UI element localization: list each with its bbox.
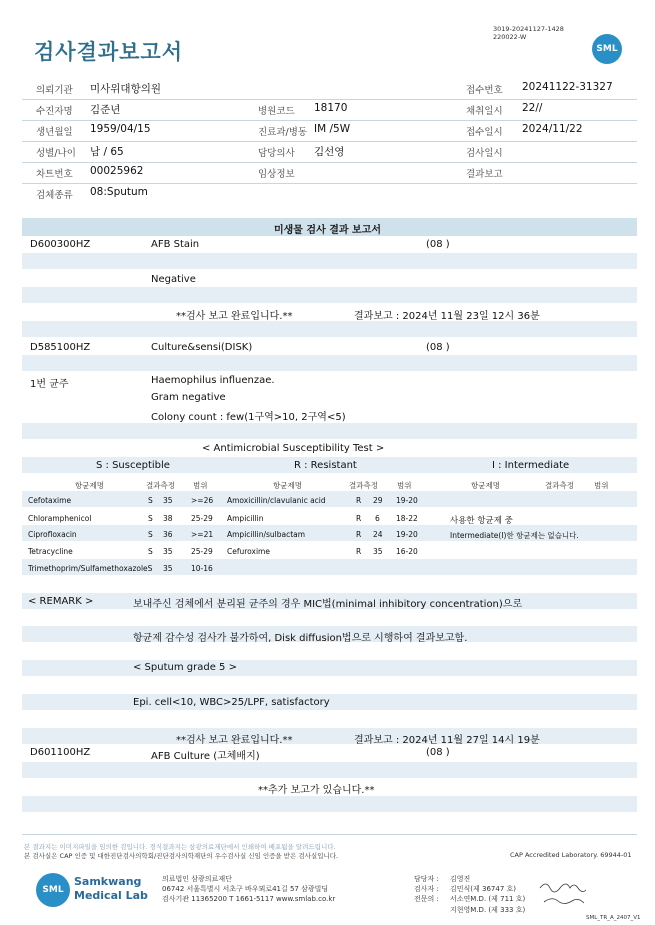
chart-label: 차트번호 (36, 169, 73, 180)
remark-line-4: Epi. cell<10, WBC>25/LPF, satisfactory (133, 697, 330, 708)
tester-value: 김민식(제 36747 호) (450, 885, 516, 893)
footer-contact: 검사기관 11365200 T 1661-5117 www.smlab.co.kr (162, 895, 336, 903)
ast-left-drug: Trimethoprim/SulfamethoxazoleS (28, 564, 153, 573)
patient-value: 김준년 (90, 104, 121, 116)
row-band (22, 253, 637, 269)
ast-mid-range: 16-20 (396, 547, 418, 556)
specimen-value: 08:Sputum (90, 186, 148, 198)
report-done-1-msg: **검사 보고 완료입니다.** (176, 311, 293, 322)
ast-left-val: 36 (163, 530, 173, 539)
lab-name-2: Medical Lab (74, 889, 148, 902)
afb-stain-name: AFB Stain (151, 239, 200, 250)
signatures (536, 878, 606, 912)
ast-mid-range: 19-20 (396, 530, 418, 539)
ast-left-range: 10-16 (191, 564, 213, 573)
ast-mid-drug: Cefuroxime (227, 547, 270, 556)
specialist-1: 서소연M.D. (제 711 호) (450, 895, 526, 903)
dept-label: 진료과/병동 (258, 127, 308, 138)
col-result-left: 결과측정 (146, 481, 175, 490)
afb-stain-result: Negative (151, 274, 196, 285)
ast-left-val: 35 (163, 547, 173, 556)
receipt-date-value: 2024/11/22 (522, 123, 583, 135)
receipt-no-label: 접수번호 (466, 85, 503, 96)
remark-line-3: < Sputum grade 5 > (133, 662, 237, 673)
ast-left-range: 25-29 (191, 514, 213, 523)
ast-mid-range: 18-22 (396, 514, 418, 523)
ast-left-range: >=26 (191, 496, 214, 505)
doctor-value: 김선영 (314, 146, 345, 158)
ast-left-drug: Chloramphenicol (28, 514, 92, 523)
col-drug-mid: 항균제명 (273, 481, 302, 490)
report-done-2-msg: **검사 보고 완료입니다.** (176, 735, 293, 746)
row-band (22, 355, 637, 371)
ast-title: < Antimicrobial Susceptibility Test > (202, 443, 385, 454)
culture-name: Culture&sensi(DISK) (151, 342, 253, 353)
row-band (22, 321, 637, 337)
remark-line-1: 보내주신 검체에서 분리된 균주의 경우 MIC법(minimal inhibitory concentration)으로 (133, 599, 523, 610)
ast-mid-val: 6 (375, 514, 380, 523)
legend-intermediate: I : Intermediate (492, 460, 570, 471)
colony-count: Colony count : few(1구역>10, 2구역<5) (151, 412, 346, 423)
ast-left-sir: S (148, 547, 153, 556)
ast-mid-sir: R (356, 547, 362, 556)
ast-mid-drug: Ampicillin/sulbactam (227, 530, 306, 539)
ast-left-drug: Tetracycline (28, 547, 73, 556)
organism-name: Haemophilus influenzae. (151, 375, 275, 386)
organism-number: 1번 균주 (30, 379, 69, 390)
document-number-line-2: 220022-W (493, 33, 527, 41)
hosp-code-label: 병원코드 (258, 106, 295, 117)
section-title: 미생물 검사 결과 보고서 (273, 225, 382, 236)
col-range-mid: 범위 (397, 481, 412, 490)
report-label: 결과보고 (466, 169, 503, 180)
sex-age-value: 남 / 65 (90, 146, 124, 158)
test-date-label: 검사일시 (466, 148, 503, 159)
remark-label: < REMARK > (28, 596, 94, 607)
row-band (22, 762, 637, 778)
tester-label: 검사자 : (414, 885, 439, 893)
afb-stain-spec: (08 ) (426, 239, 450, 250)
report-done-2-time: 결과보고 : 2024년 11월 27일 14시 19분 (354, 735, 540, 746)
ast-left-drug: Cefotaxime (28, 496, 72, 505)
ast-mid-sir: R (356, 496, 362, 505)
culture-spec: (08 ) (426, 342, 450, 353)
gram-stain: Gram negative (151, 392, 226, 403)
col-drug-right: 항균제명 (471, 481, 500, 490)
doctor-label: 담당의사 (258, 148, 295, 159)
col-range-left: 범위 (193, 481, 208, 490)
collect-label: 채취일시 (466, 106, 503, 117)
footer-notice-1: 본 결과지는 이미지파일을 임의한 검입니다. 경식결과지는 삼광의료재단에서 인쇄하여 배포됨을 알려드립니다. (24, 843, 336, 851)
legend-resistant: R : Resistant (294, 460, 357, 471)
receipt-date-label: 접수일시 (466, 127, 503, 138)
ast-left-sir: S (148, 530, 153, 539)
dob-label: 생년월일 (36, 127, 73, 138)
afb-stain-code: D600300HZ (30, 239, 91, 250)
ast-left-drug: Ciprofloxacin (28, 530, 77, 539)
row-band (22, 660, 637, 676)
ast-note-1: 사용한 항균제 중 (450, 516, 513, 526)
dob-value: 1959/04/15 (90, 123, 151, 135)
row-band (22, 491, 637, 507)
header-row-6 (22, 183, 637, 204)
row-band (22, 423, 637, 439)
lab-name-1: Samkwang (74, 875, 142, 888)
row-band (22, 796, 637, 812)
report-done-1-time: 결과보고 : 2024년 11월 23일 12시 36분 (354, 311, 540, 322)
ast-mid-drug: Amoxicillin/clavulanic acid (227, 496, 326, 505)
chart-value: 00025962 (90, 165, 144, 177)
ast-left-val: 35 (163, 564, 173, 573)
ast-left-range: 25-29 (191, 547, 213, 556)
hosp-code-value: 18170 (314, 102, 348, 114)
ast-mid-drug: Ampicillin (227, 514, 264, 523)
col-drug-left: 항균제명 (75, 481, 104, 490)
patient-label: 수진자명 (36, 106, 73, 117)
header-row-3 (22, 120, 637, 142)
dept-value: IM /5W (314, 123, 351, 135)
specialist-2: 지현영M.D. (제 333 호) (450, 906, 526, 914)
ast-mid-range: 19-20 (396, 496, 418, 505)
sml-logo: SML (592, 34, 622, 64)
ast-left-sir: S (148, 496, 153, 505)
ast-mid-val: 29 (373, 496, 383, 505)
sex-age-label: 성별/나이 (36, 148, 76, 159)
institution-label: 의뢰기관 (36, 85, 73, 96)
header-row-4 (22, 141, 637, 163)
footer-org: 의료법인 삼광의료재단 (162, 875, 232, 883)
afb-culture-spec: (08 ) (426, 747, 450, 758)
form-code: SML_TR_A_2407_V1 (586, 915, 641, 921)
specialist-label: 전문의 : (414, 895, 439, 903)
collect-value: 22// (522, 102, 543, 114)
document-number (493, 25, 564, 41)
afb-culture-code: D601100HZ (30, 747, 91, 758)
remark-line-2: 항균제 감수성 검사가 불가하여, Disk diffusion법으로 시행하여 결과보고함. (133, 633, 468, 644)
institution-value: 미사위대항의원 (90, 83, 162, 95)
staff-value: 김영진 (450, 875, 471, 883)
specimen-label: 검체종류 (36, 190, 73, 201)
footer-address: 06742 서울특별시 서초구 바우뫼로41길 57 삼광빌딩 (162, 885, 329, 893)
ast-note-2: Intermediate(I)한 항균제는 없습니다. (450, 531, 579, 540)
ast-mid-sir: R (356, 514, 362, 523)
clinical-label: 임상정보 (258, 169, 295, 180)
ast-mid-sir: R (356, 530, 362, 539)
footer-notice-2: 본 검사실은 CAP 인증 및 대한진단검사의학회/진단검사의학재단의 우수검사실 신임 인증을 받은 검사실입니다. (24, 852, 339, 860)
footer-logo-icon: SML (36, 873, 70, 907)
ast-left-val: 38 (163, 514, 173, 523)
ast-mid-val: 24 (373, 530, 383, 539)
afb-culture-name: AFB Culture (고체배지) (151, 751, 260, 762)
ast-left-sir: S (148, 514, 153, 523)
col-result-mid: 결과측정 (349, 481, 378, 490)
ast-mid-val: 35 (373, 547, 383, 556)
receipt-no-value: 20241122-31327 (522, 81, 613, 93)
row-band (22, 728, 637, 744)
legend-susceptible: S : Susceptible (96, 460, 170, 471)
col-result-right: 결과측정 (545, 481, 574, 490)
header-row-1 (22, 78, 637, 100)
row-band (22, 287, 637, 303)
culture-code: D585100HZ (30, 342, 91, 353)
col-range-right: 범위 (594, 481, 609, 490)
header-row-2 (22, 99, 637, 121)
staff-label: 담당자 : (414, 875, 439, 883)
cap-accreditation: CAP Accredited Laboratory. 69944-01 (510, 851, 632, 859)
afb-culture-pending: **추가 보고가 있습니다.** (258, 785, 375, 796)
page-title: 검사결과보고서 (34, 40, 184, 64)
ast-left-val: 35 (163, 496, 173, 505)
footer-divider (22, 834, 637, 835)
document-number-line-1: 3019-20241127-1428 (493, 25, 564, 33)
ast-left-range: >=21 (191, 530, 214, 539)
header-row-5 (22, 162, 637, 184)
